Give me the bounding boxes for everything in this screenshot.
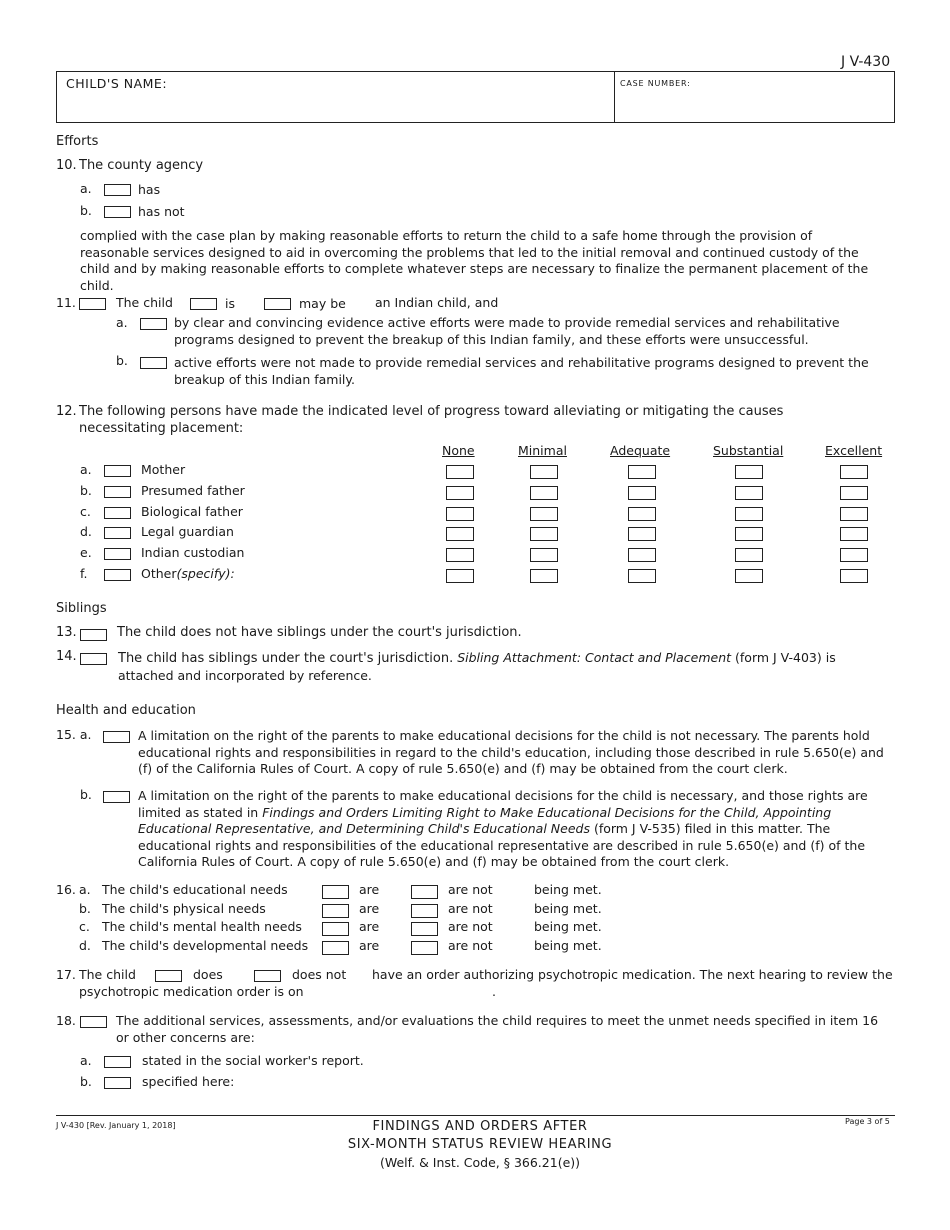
needs-are-not-checkbox[interactable] <box>411 904 438 918</box>
item12-number: 12. <box>56 404 77 419</box>
item17-date-field[interactable] <box>300 982 490 998</box>
progress-row-checkbox[interactable] <box>104 486 131 498</box>
item11-is-label: is <box>225 296 235 311</box>
col-excellent: Excellent <box>825 443 883 458</box>
progress-none-checkbox[interactable] <box>446 507 474 521</box>
progress-substantial-checkbox[interactable] <box>735 507 763 521</box>
progress-minimal-checkbox[interactable] <box>530 548 558 562</box>
progress-minimal-checkbox[interactable] <box>530 486 558 500</box>
needs-are-not-checkbox[interactable] <box>411 941 438 955</box>
item15-b-text-1: A limitation on the right of the parents to make educational decisions for the child is necessary, and those rights are limited as stated in <box>138 788 868 820</box>
item17-does-not-checkbox[interactable] <box>254 970 281 982</box>
item14-number: 14. <box>56 649 77 664</box>
needs-are-checkbox[interactable] <box>322 922 349 936</box>
case-number-label: CASE NUMBER: <box>620 79 691 88</box>
item11-number: 11. <box>56 295 76 310</box>
progress-row-label <box>141 545 244 560</box>
item10-has-not-checkbox[interactable] <box>104 206 131 218</box>
item11-a-text: by clear and convincing evidence active efforts were made to provide remedial services and rehabilitative programs designed to prevent the breakup of this Indian family, and these efforts were unsuccessful. <box>174 315 840 347</box>
progress-excellent-checkbox[interactable] <box>840 507 868 521</box>
item13-number: 13. <box>56 625 77 640</box>
col-adequate: Adequate <box>610 443 671 458</box>
item10-title: The county agency <box>79 158 204 173</box>
childs-name-field[interactable] <box>180 74 610 120</box>
footer-title-1: FINDINGS AND ORDERS AFTER <box>372 1119 588 1134</box>
item17-does-label: does <box>193 967 223 982</box>
progress-substantial-checkbox[interactable] <box>735 527 763 541</box>
item18-b-checkbox[interactable] <box>104 1077 131 1089</box>
progress-row-label <box>141 462 185 477</box>
progress-none-checkbox[interactable] <box>446 569 474 583</box>
progress-adequate-checkbox[interactable] <box>628 486 656 500</box>
progress-minimal-checkbox[interactable] <box>530 569 558 583</box>
item11-main-checkbox[interactable] <box>79 298 106 310</box>
progress-none-checkbox[interactable] <box>446 527 474 541</box>
col-minimal: Minimal <box>518 443 567 458</box>
needs-row-label: The child's developmental needs <box>102 938 309 954</box>
needs-row-label: The child's physical needs <box>102 900 266 916</box>
needs-row-letter: d. <box>79 938 91 954</box>
footer-page: Page 3 of 5 <box>845 1117 890 1126</box>
needs-being-met: being met. <box>534 938 602 954</box>
item14-checkbox[interactable] <box>80 653 107 665</box>
progress-adequate-checkbox[interactable] <box>628 507 656 521</box>
item15-b-italic: Findings and Orders Limiting Right to Make Educational Decisions for the Child, Appointing Educational Representative, and Determining Child's Educational Needs <box>138 804 832 836</box>
progress-none-checkbox[interactable] <box>446 465 474 479</box>
progress-row-label-italic: (specify): <box>176 566 235 581</box>
progress-row-label-text: Indian custodian <box>141 545 245 561</box>
progress-row-label-text: Mother <box>141 462 186 477</box>
item11-a-letter: a. <box>116 315 128 330</box>
needs-row-label: The child's mental health needs <box>102 919 302 935</box>
item15-b-checkbox[interactable] <box>103 791 130 803</box>
footer-rule <box>56 1115 895 1116</box>
item10-number: 10. <box>56 158 77 173</box>
progress-excellent-checkbox[interactable] <box>840 465 868 479</box>
header-divider <box>614 71 615 123</box>
siblings-heading: Siblings <box>56 601 107 616</box>
needs-are-checkbox[interactable] <box>322 904 349 918</box>
item11-may-be-label: may be <box>299 296 346 311</box>
item11-may-be-checkbox[interactable] <box>264 298 291 310</box>
progress-substantial-checkbox[interactable] <box>735 569 763 583</box>
needs-are-checkbox[interactable] <box>322 885 349 899</box>
progress-row-checkbox[interactable] <box>104 569 131 581</box>
item18-a-label: stated in the social worker's report. <box>142 1053 364 1068</box>
needs-are-not-label: are not <box>448 882 493 897</box>
progress-none-checkbox[interactable] <box>446 486 474 500</box>
needs-being-met: being met. <box>534 919 602 935</box>
progress-row-letter: b. <box>80 482 92 498</box>
item11-the-child: The child <box>116 295 173 310</box>
progress-adequate-checkbox[interactable] <box>628 527 656 541</box>
progress-adequate-checkbox[interactable] <box>628 548 656 562</box>
needs-are-not-label: are not <box>448 919 493 935</box>
col-substantial: Substantial <box>713 443 784 458</box>
item14-text <box>118 650 848 684</box>
col-none: None <box>442 443 475 458</box>
item17-period: . <box>492 984 496 999</box>
item17-does-not-label: does not <box>292 967 347 982</box>
progress-excellent-checkbox[interactable] <box>840 548 868 562</box>
progress-substantial-checkbox[interactable] <box>735 548 763 562</box>
progress-adequate-checkbox[interactable] <box>628 465 656 479</box>
item10-has-checkbox[interactable] <box>104 184 131 196</box>
progress-substantial-checkbox[interactable] <box>735 486 763 500</box>
progress-row-checkbox[interactable] <box>104 527 131 539</box>
needs-are-label: are <box>359 882 380 897</box>
progress-row-label <box>141 524 234 539</box>
needs-are-not-checkbox[interactable] <box>411 885 438 899</box>
item10-b-letter: b. <box>80 203 92 218</box>
needs-row-label: The child's educational needs <box>102 882 288 897</box>
item18-a-checkbox[interactable] <box>104 1056 131 1068</box>
progress-none-checkbox[interactable] <box>446 548 474 562</box>
item10-has-not-label: has not <box>138 204 185 219</box>
needs-being-met: being met. <box>534 882 602 897</box>
item17-number: 17. <box>56 967 76 982</box>
item17-the-child: The child <box>79 967 136 982</box>
progress-adequate-checkbox[interactable] <box>628 569 656 583</box>
item11-indian-child: an Indian child, and <box>375 295 499 310</box>
progress-row-label-text: Presumed father <box>141 482 245 498</box>
progress-row-checkbox[interactable] <box>104 465 131 477</box>
health-heading: Health and education <box>56 703 196 718</box>
item10-a-letter: a. <box>80 181 92 196</box>
item18-b-letter: b. <box>80 1074 92 1089</box>
item14-text-italic: Sibling Attachment: Contact and Placement <box>457 650 732 665</box>
needs-row-letter: b. <box>79 900 91 916</box>
progress-row-letter: c. <box>80 503 91 519</box>
item18-text: The additional services, assessments, and/or evaluations the child requires to meet the unmet needs specified in item 16 or other concerns are: <box>116 1013 879 1045</box>
item14-text-b: (form J V-403) is attached and incorporated by reference. <box>118 650 836 683</box>
item13-text: The child does not have siblings under the court's jurisdiction. <box>117 625 522 640</box>
item18-checkbox[interactable] <box>80 1016 107 1028</box>
progress-row-checkbox[interactable] <box>104 507 131 519</box>
progress-substantial-checkbox[interactable] <box>735 465 763 479</box>
progress-minimal-checkbox[interactable] <box>530 527 558 541</box>
item10-has-label: has <box>138 182 161 197</box>
needs-are-label: are <box>359 919 380 935</box>
progress-row-letter: a. <box>80 462 92 477</box>
item15-a-text: A limitation on the right of the parents to make educational decisions for the child is not necessary. The parents hold educational rights and responsibilities in regard to the child's education, including those described in rule 5.650(e) and (f) of the California Rules of Court. A copy of rule 5.650(e) and (f) may be obtained from the court clerk. <box>138 728 884 776</box>
item15-number: 15. a. <box>56 727 92 742</box>
item18-a-letter: a. <box>80 1053 92 1068</box>
progress-minimal-checkbox[interactable] <box>530 465 558 479</box>
progress-row-letter: f. <box>80 566 88 581</box>
needs-are-label: are <box>359 900 380 916</box>
footer-title-3: (Welf. & Inst. Code, § 366.21(e)) <box>379 1155 581 1170</box>
progress-row-label <box>141 566 235 581</box>
item18-b-label: specified here: <box>142 1074 235 1089</box>
footer-form-rev: J V-430 [Rev. January 1, 2018] <box>56 1121 176 1130</box>
case-number-field[interactable] <box>618 92 892 120</box>
progress-excellent-checkbox[interactable] <box>840 486 868 500</box>
needs-are-label: are <box>359 938 380 954</box>
needs-being-met: being met. <box>534 900 602 916</box>
progress-row-letter: e. <box>80 545 92 561</box>
item13-checkbox[interactable] <box>80 629 107 641</box>
item12-text: The following persons have made the indicated level of progress toward alleviating or mitigating the causes necessitating placement: <box>79 404 784 436</box>
item17-does-checkbox[interactable] <box>155 970 182 982</box>
childs-name-label: CHILD'S NAME: <box>66 76 168 91</box>
item15-b-text-2: (form J V-535) filed in this matter. The educational rights and responsibilities of the educational representative are described in rule 5.650(e) and (f) of the California Rules of Court. A copy of rule 5.650(e) and (f) may be obtained from the court clerk. <box>138 821 866 869</box>
item10-text: complied with the case plan by making reasonable efforts to return the child to a safe home through the provision of reasonable services designed to aid in overcoming the problems that led to the initial removal and continued custody of the child and by making reasonable efforts to complete whatever steps are necessary to finalize the permanent placement of the child. <box>80 228 869 293</box>
item11-is-checkbox[interactable] <box>190 298 217 310</box>
item15-b-text <box>138 788 888 871</box>
footer-title-2: SIX-MONTH STATUS REVIEW HEARING <box>347 1137 613 1152</box>
progress-row-label-text: Legal guardian <box>141 524 234 540</box>
item17-text-1: have an order authorizing psychotropic medication. The next hearing to review the <box>372 967 893 982</box>
needs-are-not-checkbox[interactable] <box>411 922 438 936</box>
progress-excellent-checkbox[interactable] <box>840 569 868 583</box>
item15-b-letter: b. <box>80 787 92 802</box>
item16-number: 16. <box>56 882 76 897</box>
progress-minimal-checkbox[interactable] <box>530 507 558 521</box>
item18-number: 18. <box>56 1013 76 1028</box>
progress-row-label-text: Other <box>141 566 177 581</box>
item11-b-letter: b. <box>116 353 128 368</box>
needs-are-not-label: are not <box>448 938 493 954</box>
needs-row-letter: a. <box>79 882 91 897</box>
item11-b-text: active efforts were not made to provide remedial services and rehabilitative programs designed to prevent the breakup of this Indian family. <box>174 355 869 387</box>
efforts-heading: Efforts <box>56 134 99 149</box>
needs-are-not-label: are not <box>448 900 493 916</box>
item11-a-checkbox[interactable] <box>140 318 167 330</box>
progress-row-letter: d. <box>80 524 92 540</box>
form-id: J V-430 <box>841 54 891 70</box>
progress-row-label <box>141 504 243 519</box>
progress-row-label <box>141 483 245 498</box>
progress-excellent-checkbox[interactable] <box>840 527 868 541</box>
needs-row-letter: c. <box>79 919 90 935</box>
item14-text-a: The child has siblings under the court's jurisdiction. <box>118 651 454 666</box>
needs-are-checkbox[interactable] <box>322 941 349 955</box>
item15-a-checkbox[interactable] <box>103 731 130 743</box>
item17-text-2: psychotropic medication order is on <box>79 984 304 999</box>
progress-row-checkbox[interactable] <box>104 548 131 560</box>
progress-row-label-text: Biological father <box>141 503 243 519</box>
item11-b-checkbox[interactable] <box>140 357 167 369</box>
